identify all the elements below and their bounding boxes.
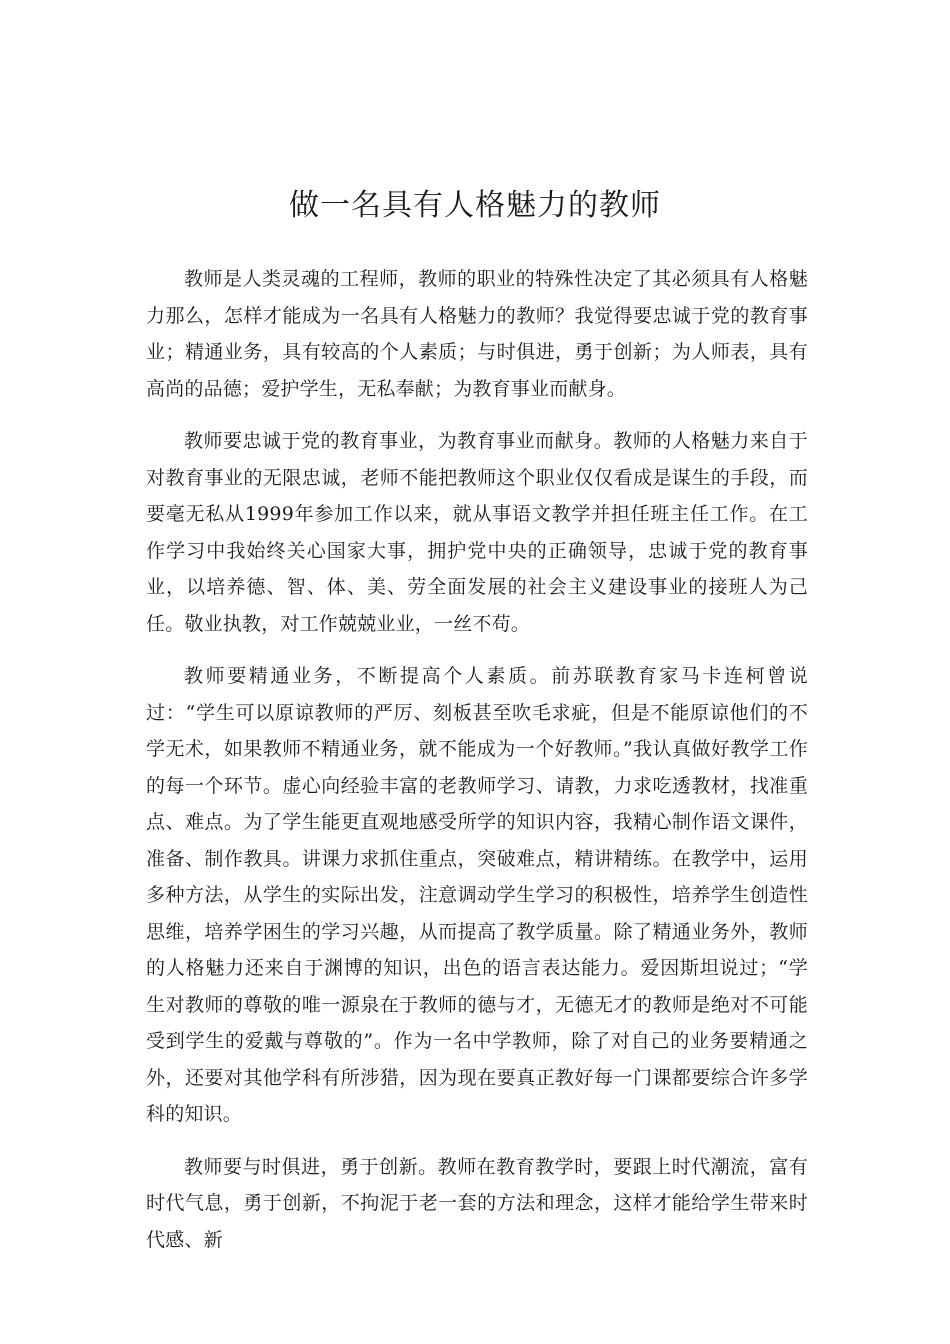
paragraph-4: 教师要与时俱进，勇于创新。教师在教育教学时，要跟上时代潮流，富有时代气息，勇于创新，不拘泥于老一套的方法和理念，这样才能给学生带来时代感、新	[146, 1155, 808, 1251]
paragraph-3: 教师要精通业务，不断提高个人素质。前苏联教育家马卡连柯曾说过：“学生可以原谅教师的严厉、刻板甚至吹毛求疵，但是不能原谅他们的不学无术，如果教师不精通业务，就不能成为一个好教师。”我认真做好教学工作的每一个环节。虚心向经验丰富的老教师学习、请教，力求吃透教材，找准重点、难点。为了学生能更直观地感受所学的知识内容，我精心制作语文课件，准备、制作教具。讲课力求抓住重点，突破难点，精讲精练。在教学中，运用多种方法，从学生的实际出发，注意调动学生学习的积极性，培养学生创造性思维，培养学困生的学习兴趣，从而提高了教学质量。除了精通业务外，教师的人格魅力还来自于渊博的知识，出色的语言表达能力。爱因斯坦说过；“学生对教师的尊敬的唯一源泉在于教师的德与才，无德无才的教师是绝对不可能受到学生的爱戴与尊敬的”。作为一名中学教师，除了对自己的业务要精通之外，还要对其他学科有所涉猎，因为现在要真正教好每一门课都要综合许多学科的知识。	[146, 665, 808, 1125]
paragraph-1: 教师是人类灵魂的工程师，教师的职业的特殊性决定了其必须具有人格魅力那么，怎样才能成为一名具有人格魅力的教师？我觉得要忠诚于党的教育事业；精通业务，具有较高的个人素质；与时俱进，勇于创新；为人师表，具有高尚的品德；爱护学生，无私奉献；为教育事业而献身。	[146, 268, 808, 400]
paragraph-2: 教师要忠诚于党的教育事业，为教育事业而献身。教师的人格魅力来自于对教育事业的无限忠诚，老师不能把教师这个职业仅仅看成是谋生的手段，而要毫无私从1999年参加工作以来，就从事语文教学并担任班主任工作。在工作学习中我始终关心国家大事，拥护党中央的正确领导，忠诚于党的教育事业，以培养德、智、体、美、劳全面发展的社会主义建设事业的接班人为己任。敬业执教，对工作兢兢业业，一丝不苟。	[146, 430, 808, 635]
document-body	[146, 261, 808, 1274]
document-title: 做一名具有人格魅力的教师	[289, 188, 661, 223]
